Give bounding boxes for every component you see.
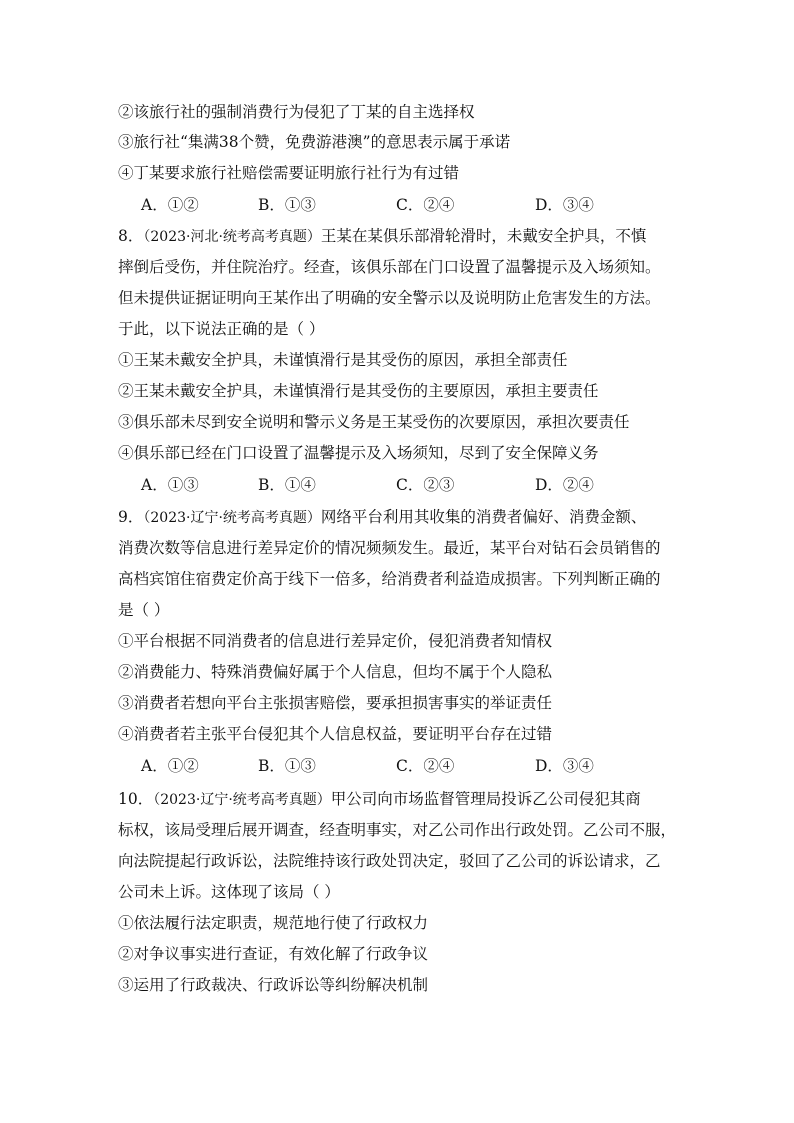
q9-stem-line-1: 网络平台利用其收集的消费者偏好、消费金额、 [320, 508, 647, 526]
prev-option-b: B．①③ [258, 196, 316, 214]
q9-statement-3: ③消费者若想向平台主张损害赔偿，要承担损害事实的举证责任 [118, 694, 553, 712]
q10-stem-line-2: 标权，该局受理后展开调查，经查明事实，对乙公司作出行政处罚。乙公司不服， [118, 821, 677, 839]
q10-source: （2023·辽宁·统考高考真题） [153, 792, 331, 808]
q10-stem-line-1: 甲公司向市场监督管理局投诉乙公司侵犯其商 [330, 790, 641, 808]
q8-stem-line-1: 王某在某俱乐部滑轮滑时，未戴安全护具，不慎 [320, 227, 647, 245]
q10-stem-line-3: 向法院提起行政诉讼，法院维持该行政处罚决定，驳回了乙公司的诉讼请求，乙 [118, 852, 661, 870]
q8-option-c: C．②③ [396, 476, 455, 494]
q9-option-b: B．①③ [258, 757, 316, 775]
q8-statement-1: ①王某未戴安全护具，未谨慎滑行是其受伤的原因，承担全部责任 [118, 351, 568, 369]
q9-statement-4: ④消费者若主张平台侵犯其个人信息权益，要证明平台存在过错 [118, 725, 553, 743]
prev-statement-4: ④丁某要求旅行社赔偿需要证明旅行社行为有过错 [118, 164, 460, 182]
q8-statement-4: ④俱乐部已经在门口设置了温馨提示及入场须知，尽到了安全保障义务 [118, 444, 599, 462]
q8-option-d: D．②④ [535, 476, 594, 494]
q10-first-line [118, 789, 641, 810]
q9-source: （2023·辽宁·统考高考真题） [143, 510, 321, 526]
prev-option-d: D．③④ [535, 196, 594, 214]
q9-option-d: D．③④ [535, 757, 594, 775]
q9-first-line [118, 507, 646, 528]
q9-statement-1: ①平台根据不同消费者的信息进行差异定价，侵犯消费者知情权 [118, 632, 553, 650]
q8-option-a: A．①③ [141, 476, 199, 494]
prev-statement-2: ②该旅行社的强制消费行为侵犯了丁某的自主选择权 [118, 103, 475, 121]
q8-option-b: B．①④ [258, 476, 316, 494]
q8-stem-line-2: 摔倒后受伤，并住院治疗。经查，该俱乐部在门口设置了温馨提示及入场须知。 [118, 258, 661, 276]
q8-source: （2023·河北·统考高考真题） [143, 229, 321, 245]
prev-statement-3: ③旅行社“集满38个赞，免费游港澳”的意思表示属于承诺 [118, 133, 511, 151]
q10-number: 10． [118, 790, 154, 808]
q10-statement-3: ③运用了行政裁决、行政诉讼等纠纷解决机制 [118, 976, 429, 994]
q8-number: 8． [118, 227, 144, 245]
prev-option-a: A．①② [141, 196, 199, 214]
prev-option-c: C．②④ [396, 196, 455, 214]
q10-statement-2: ②对争议事实进行查证，有效化解了行政争议 [118, 945, 429, 963]
q8-statement-3: ③俱乐部未尽到安全说明和警示义务是王某受伤的次要原因，承担次要责任 [118, 413, 630, 431]
q9-stem-line-4: 是（ ） [118, 601, 170, 619]
q9-stem-line-3: 高档宾馆住宿费定价高于线下一倍多，给消费者利益造成损害。下列判断正确的 [118, 570, 661, 588]
q9-number: 9． [118, 508, 144, 526]
q8-first-line [118, 226, 646, 247]
q10-stem-line-4: 公司未上诉。这体现了该局（ ） [118, 883, 340, 901]
q9-option-c: C．②④ [396, 757, 455, 775]
q9-stem-line-2: 消费次数等信息进行差异定价的情况频频发生。最近，某平台对钻石会员销售的 [118, 539, 661, 557]
q8-stem-line-3: 但未提供证据证明向王某作出了明确的安全警示以及说明防止危害发生的方法。 [118, 289, 661, 307]
q10-statement-1: ①依法履行法定职责，规范地行使了行政权力 [118, 914, 429, 932]
q9-option-a: A．①② [141, 757, 199, 775]
q8-stem-line-4: 于此，以下说法正确的是（ ） [118, 320, 325, 338]
q8-statement-2: ②王某未戴安全护具，未谨慎滑行是其受伤的主要原因，承担主要责任 [118, 382, 599, 400]
q9-statement-2: ②消费能力、特殊消费偏好属于个人信息，但均不属于个人隐私 [118, 663, 553, 681]
